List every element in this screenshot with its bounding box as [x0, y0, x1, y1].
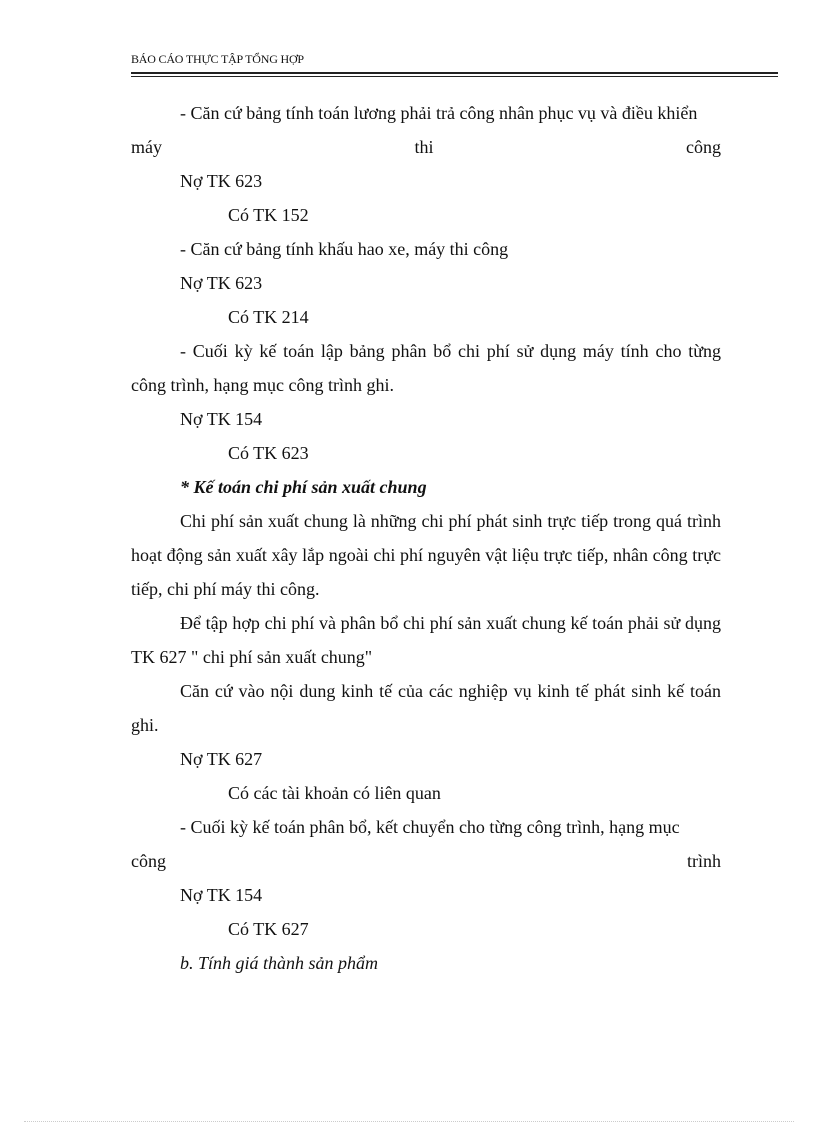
- credit-entry: Có TK 623: [228, 443, 309, 463]
- paragraph-wage-basis: - Căn cứ bảng tính toán lương phải trả công nhân phục vụ và điều khiển: [180, 103, 698, 123]
- subsection-heading: b. Tính giá thành sản phẩm: [180, 953, 379, 973]
- credit-entry: Có TK 214: [228, 307, 309, 327]
- document-body: [131, 96, 721, 980]
- page-header-title: BÁO CÁO THỰC TẬP TỔNG HỢP: [131, 52, 304, 66]
- paragraph-period-end-transfer: - Cuối kỳ kế toán phân bổ, kết chuyển cho từng công trình, hạng mục: [180, 817, 680, 837]
- debit-entry: Nợ TK 623: [180, 273, 263, 293]
- paragraph-wage-basis-continuation: [131, 130, 721, 164]
- credit-entry: Có các tài khoản có liên quan: [228, 783, 441, 803]
- word: công: [685, 137, 721, 157]
- paragraph-overhead-definition: Chi phí sản xuất chung là những chi phí phát sinh trực tiếp trong quá trình hoạt động sản xuất xây lắp ngoài chi phí nguyên vật liệu trực tiếp, nhân công trực tiếp, chi phí máy thi công.: [131, 511, 721, 599]
- paragraph-depreciation-basis: - Căn cứ bảng tính khấu hao xe, máy thi công: [180, 239, 509, 259]
- word: thi: [414, 137, 434, 157]
- debit-entry: Nợ TK 154: [180, 885, 263, 905]
- header-rule-thick: [131, 72, 778, 74]
- paragraph-overhead-account: Để tập hợp chi phí và phân bổ chi phí sản xuất chung kế toán phải sử dụng TK 627 " chi phí sản xuất chung": [131, 613, 721, 667]
- section-heading: * Kế toán chi phí sản xuất chung: [180, 477, 427, 497]
- header-rule-thin: [131, 76, 778, 77]
- word: máy: [131, 137, 162, 157]
- debit-entry: Nợ TK 627: [180, 749, 263, 769]
- credit-entry: Có TK 627: [228, 919, 309, 939]
- debit-entry: Nợ TK 623: [180, 171, 263, 191]
- debit-entry: Nợ TK 154: [180, 409, 263, 429]
- credit-entry: Có TK 152: [228, 205, 309, 225]
- paragraph-economic-content: Căn cứ vào nội dung kinh tế của các nghiệp vụ kinh tế phát sinh kế toán ghi.: [131, 681, 721, 735]
- paragraph-period-end-transfer-continuation: [131, 844, 721, 878]
- paragraph-period-end-allocation: - Cuối kỳ kế toán lập bảng phân bổ chi phí sử dụng máy tính cho từng công trình, hạng mục công trình ghi.: [131, 341, 721, 395]
- word: trình: [687, 851, 721, 871]
- word: công: [131, 851, 166, 871]
- page-bottom-divider: [24, 1121, 794, 1122]
